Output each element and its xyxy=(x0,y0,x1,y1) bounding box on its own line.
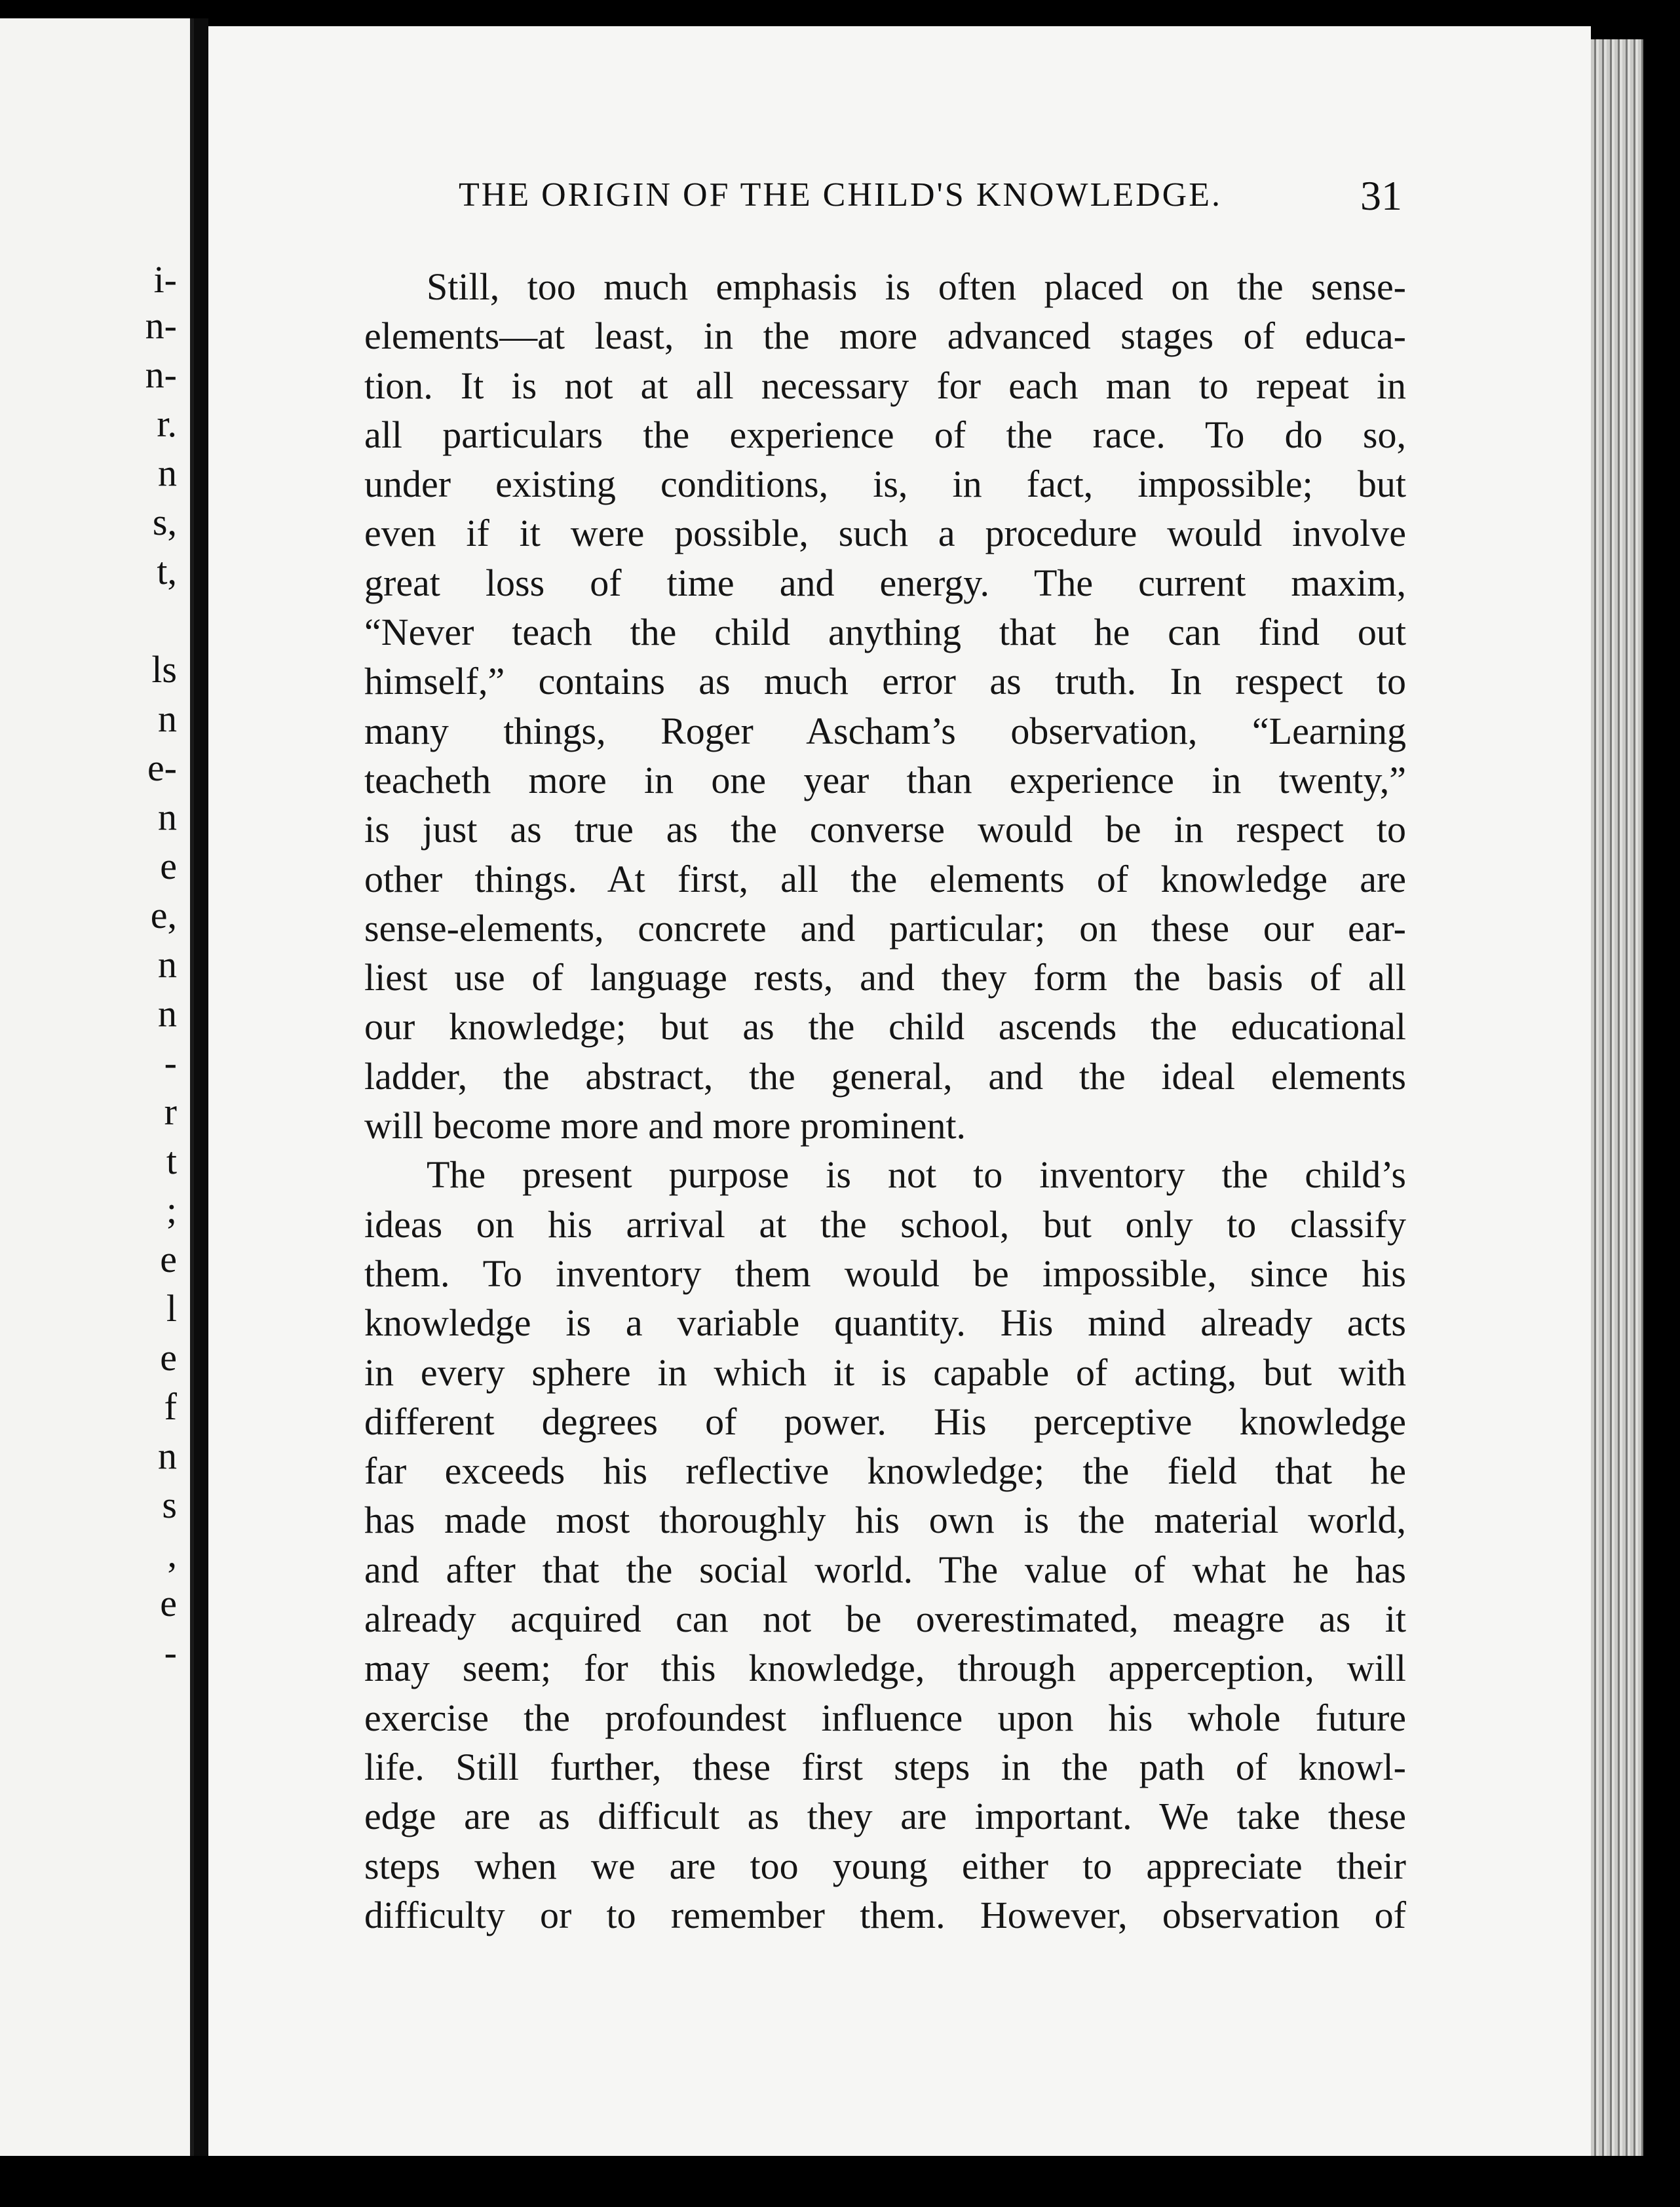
facing-page-fragment: n- xyxy=(145,353,177,396)
text-line: great loss of time and energy. The current maxim, xyxy=(364,561,1406,604)
facing-page-fragment: i- xyxy=(153,258,177,301)
body-text xyxy=(364,262,1406,1940)
facing-page-fragment: ls xyxy=(151,648,177,691)
text-line: is just as true as the converse would be in respect to xyxy=(364,808,1406,851)
facing-page-fragment: n xyxy=(158,1434,177,1477)
facing-page-fragment: - xyxy=(164,1631,177,1674)
text-line: elements—at least, in the more advanced stages of educa- xyxy=(364,315,1406,358)
facing-page-fragment: e- xyxy=(147,746,177,789)
facing-page-fragment: , xyxy=(167,1533,177,1575)
text-line: will become more and more prominent. xyxy=(364,1104,966,1147)
text-line: in every sphere in which it is capable of acting, but with xyxy=(364,1351,1406,1394)
page-edge-leaves xyxy=(1591,39,1643,2156)
facing-page-fragment: f xyxy=(164,1385,177,1428)
text-line: tion. It is not at all necessary for each man to repeat in xyxy=(364,364,1406,407)
facing-page-fragment: r. xyxy=(157,402,177,445)
text-line: knowledge is a variable quantity. His mind already acts xyxy=(364,1301,1406,1345)
text-line: them. To inventory them would be impossible, since his xyxy=(364,1252,1406,1295)
facing-page-fragment: ; xyxy=(166,1189,177,1231)
facing-page-fragment: s xyxy=(162,1484,177,1526)
running-head xyxy=(249,172,1402,235)
facing-page-fragment: e xyxy=(160,1582,177,1624)
facing-page-fragment: e xyxy=(160,1336,177,1379)
facing-page-fragment: n xyxy=(158,992,177,1035)
facing-page-fragment: e, xyxy=(150,894,177,936)
facing-page-fragment: s, xyxy=(152,501,177,543)
facing-page-fragment: n xyxy=(158,451,177,494)
facing-page-fragment: e xyxy=(160,845,177,887)
facing-page-fragment: - xyxy=(164,1041,177,1084)
facing-page-fragment: t xyxy=(166,1140,177,1182)
facing-page-fragment: l xyxy=(166,1287,177,1330)
text-line: teacheth more in one year than experience in twenty,” xyxy=(364,758,1406,801)
facing-page-fragment: e xyxy=(160,1238,177,1280)
paragraph xyxy=(364,262,1406,1150)
text-line: ideas on his arrival at the school, but only to classify xyxy=(364,1202,1406,1246)
facing-page-fragment: n xyxy=(158,796,177,838)
text-line: exercise the profoundest influence upon his whole future xyxy=(364,1696,1406,1739)
text-line: has made most thoroughly his own is the material world, xyxy=(364,1499,1406,1542)
text-line: under existing conditions, is, in fact, impossible; but xyxy=(364,463,1406,506)
facing-page-fragment: r xyxy=(164,1090,177,1133)
text-line: already acquired can not be overestimated, meagre as it xyxy=(364,1598,1406,1641)
facing-page-fragment: n xyxy=(158,943,177,986)
scan-top-border xyxy=(0,0,1680,20)
paragraph xyxy=(364,1150,1406,1940)
text-line: different degrees of power. His perceptive knowledge xyxy=(364,1400,1406,1443)
text-line: ladder, the abstract, the general, and the ideal elements xyxy=(364,1054,1406,1098)
book-gutter xyxy=(194,18,208,2200)
facing-page-text-fragments xyxy=(0,18,190,2200)
text-line: and after that the social world. The value of what he has xyxy=(364,1548,1406,1591)
text-line: liest use of language rests, and they form the basis of all xyxy=(364,956,1406,999)
facing-page-fragment: n xyxy=(158,697,177,740)
text-line: himself,” contains as much error as truth. In respect to xyxy=(364,660,1406,703)
text-line: The present purpose is not to inventory the child’s xyxy=(427,1153,1406,1197)
text-line: other things. At first, all the elements of knowledge are xyxy=(364,857,1406,900)
scan-bottom-border xyxy=(0,2156,1680,2207)
facing-page-strip xyxy=(0,18,194,2200)
text-line: life. Still further, these first steps in the path of knowl- xyxy=(364,1745,1406,1788)
page-number: 31 xyxy=(1360,172,1402,219)
text-line: far exceeds his reflective knowledge; the field that he xyxy=(364,1449,1406,1493)
text-line: all particulars the experience of the race. To do so, xyxy=(364,413,1406,456)
text-line: Still, too much emphasis is often placed on the sense- xyxy=(427,265,1406,308)
text-line: many things, Roger Ascham’s observation, “Learning xyxy=(364,709,1406,752)
text-line: “Never teach the child anything that he can find out xyxy=(364,611,1406,654)
text-line: edge are as difficult as they are important. We take these xyxy=(364,1795,1406,1838)
running-title: THE ORIGIN OF THE CHILD'S KNOWLEDGE. xyxy=(459,176,1222,214)
text-line: our knowledge; but as the child ascends the educational xyxy=(364,1005,1406,1048)
text-line: even if it were possible, such a procedure would involve xyxy=(364,512,1406,555)
text-line: may seem; for this knowledge, through apperception, will xyxy=(364,1647,1406,1690)
text-line: difficulty or to remember them. However, observation of xyxy=(364,1893,1406,1936)
text-line: sense-elements, concrete and particular; on these our ear- xyxy=(364,906,1406,950)
facing-page-fragment: t, xyxy=(157,550,177,592)
text-line: steps when we are too young either to appreciate their xyxy=(364,1844,1406,1887)
scan-right-border xyxy=(1643,0,1680,2207)
facing-page-fragment: n- xyxy=(145,304,177,347)
